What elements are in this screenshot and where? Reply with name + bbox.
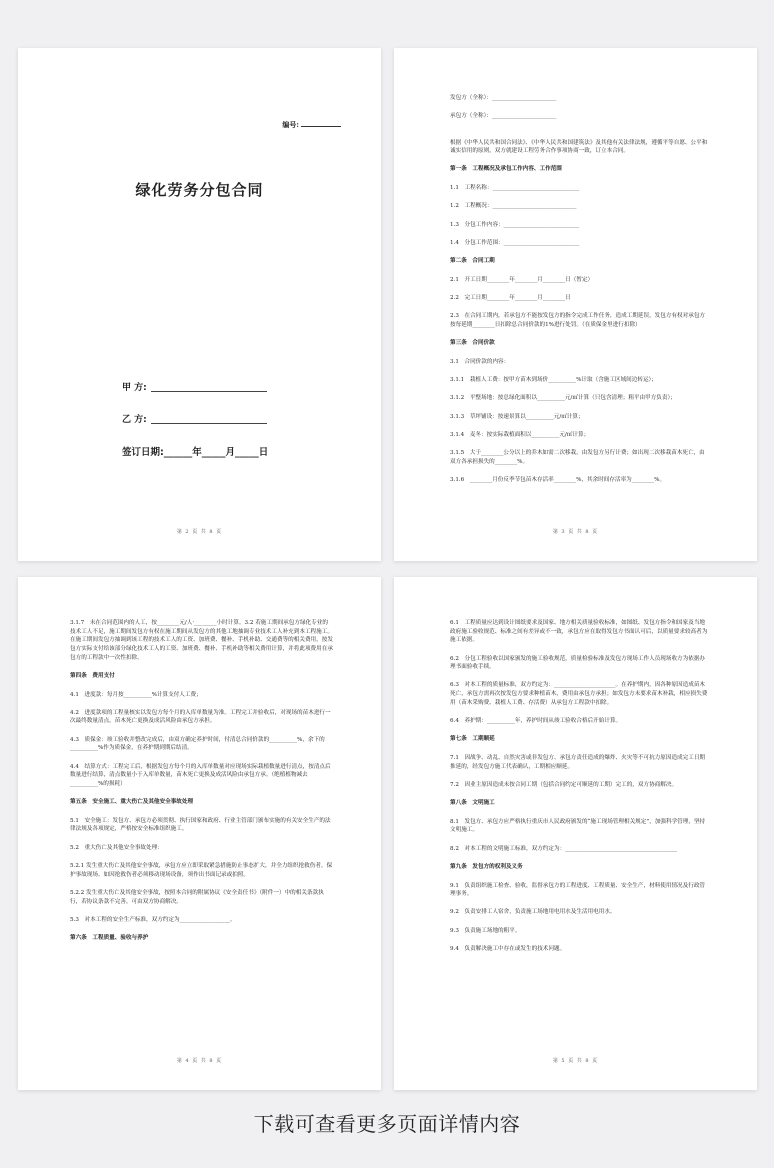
- section-heading: 第一条 工程概况及承包工作内容、工作范围: [450, 166, 562, 173]
- clause-text: 8.1 发包方、承包方应严格执行重庆市人民政府颁发的“施工现场管理相关规定”，加强科学管理，坚持文明施工。: [450, 818, 706, 834]
- clause-text: 3.1.7 未在合同范围内的人工，按________元/人·________小时计算。3.2 若施工期间承包方绿化专业的技术工人不足，施工期间发包方有权在施工期间从发包方的其他工地抽调专业技术工人补充到本工程施工。在施工期间发包方抽调到该工程的技术工人的工资、加班费、餐补、手机补助、交通费等的相关费用，按发包方实际支付给该部分绿化技术工人的工资、加班费、餐补、手机补助等相关费用计算，并将此项费用在承包方的工程款中一次性扣除。: [70, 620, 333, 661]
- clause-text: 7.1 因战争、动乱、自然灾害或非发包方、承包方责任造成的爆炸、火灾等不可抗力原因造成完工日期推延的，经发包方施工代表确认，工期相应顺延。: [450, 754, 706, 770]
- clause-text: 1.2 工程概况：______________________________: [450, 203, 577, 210]
- section-heading: 第八条 文明施工: [450, 800, 495, 807]
- page-number: 第 4 页 共 8 页: [176, 1058, 223, 1064]
- clause-text: 3.1.2 平整场地：按总绿化面积以__________元/㎡计算（只包含清理；粗平由甲方负责）；: [450, 395, 676, 402]
- download-caption: 下载可查看更多页面详情内容: [253, 1112, 521, 1136]
- party-b-blank: [151, 423, 267, 424]
- clause-text: 7.2 因业主原因造成未按合同工期（包括合同约定可顺延的工期）完工的，双方协商解决。: [450, 781, 678, 788]
- page-number: 第 3 页 共 8 页: [552, 529, 599, 535]
- contract-page-4: [18, 577, 381, 1090]
- party-a-blank: [151, 391, 267, 392]
- clause-text: 9.2 负责安排工人宿舍，负责施工场地用电用水及生活用电用水。: [450, 909, 616, 916]
- clause-text: 5.2.1 发生重大伤亡及其他安全事故，承包方应立即采取紧急措施防止事态扩大，并全力组织抢救伤者，保护事故现场。如因抢救伤者必须移动现场设备，须作出书面记录或拍照。: [70, 862, 333, 878]
- clause-text: 6.1 工程质量应达到设计图纸要求及国家、地方相关质量验收标准，如图纸、发包方指令和国家及当地政府施工验收规范、标准之间有差异或不一致，承包方应在取得发包方书面认可后，以质量要求较高者为施工依据。: [450, 620, 708, 644]
- party-b-label: 乙 方:: [122, 415, 147, 425]
- clause-text: 9.4 负责解决施工中存在或发生的技术问题。: [450, 945, 566, 952]
- clause-text: 3.1.5 大于________公分以上的乔木如需二次移栽，由发包方另行计费；如出现二次移栽苗木死亡，由双方各承担损失的________%。: [450, 450, 705, 465]
- clause-text: 1.1 工程名称：_______________________________: [450, 185, 580, 192]
- clause-text: 发包方（全称）：_______________________: [450, 95, 557, 101]
- contract-page-5: [394, 577, 757, 1090]
- page-number: 第 2 页 共 8 页: [176, 529, 223, 535]
- party-a-field: [122, 380, 267, 393]
- clause-text: 2.3 在合同工期内，若承包方不能按发包方的指令完成工作任务，造成工期延误，发包方有权对承包方按每延期________日扣除总合同价款的1%进行处罚。（在质保金里进行扣除）: [450, 313, 706, 328]
- section-heading: 第三条 合同价款: [450, 340, 495, 347]
- page-number: 第 5 页 共 8 页: [552, 1058, 599, 1064]
- section-heading: 第五条 安全施工、重大伤亡及其他安全事故处理: [70, 799, 194, 806]
- clause-text: 4.2 进度款项的工程量核实以发包方每个月的入库单数量为准。工程完工并验收后，对现场的苗木进行一次最终数量清点，苗木死亡更换及成活风险由承包方承担。: [70, 709, 331, 725]
- section-heading: 第九条 发包方的权利及义务: [450, 863, 523, 870]
- clause-text: 5.2 重大伤亡及其他安全事故处理：: [70, 844, 163, 851]
- page-body: [450, 619, 709, 963]
- clause-text: 5.2.2 发生重大伤亡及其他安全事故，按照本合同的附属协议《安全责任书》（附件一）中的相关条款执行，若协议条款不完善，可由双方协商解决。: [70, 889, 324, 905]
- clause-text: 1.4 分包工作范围：___________________________: [450, 239, 580, 246]
- section-heading: 第六条 工程质量、验收与养护: [70, 935, 149, 942]
- contract-cover-page: [18, 48, 381, 561]
- clause-text: 6.2 分包工程验收以国家颁发的施工验收规范，质量检验标准及发包方现场工作人员现场收方为依据办理书面验收手续。: [450, 655, 706, 671]
- clause-text: 4.4 结算方式：工程完工后，根据发包方每个月的入库单数量对应现场实际栽植数量进行清点，按清点后数量进行结算，清点数量小于入库单数量，苗木死亡更换及成活风险由承包方承。（绝植植物减去__________%的损耗）: [70, 763, 331, 787]
- contract-title: 绿化劳务分包合同: [135, 181, 264, 199]
- serial-number-field: [282, 120, 341, 130]
- section-heading: 第二条 合同工期: [450, 258, 495, 265]
- clause-text: 3.1 合同价款的内容：: [450, 358, 510, 365]
- clause-text: 3.1.4 麦冬：按实际栽植面积以__________元/㎡计算；: [450, 431, 590, 438]
- serial-label: 编号:: [282, 120, 299, 129]
- section-heading: 第四条 费用支付: [70, 672, 115, 679]
- clause-text: 3.1.3 草坪铺设：按速景算以__________元/㎡计算；: [450, 413, 584, 420]
- section-heading: 第七条 工期顺延: [450, 736, 495, 743]
- clause-text: 6.4 养护期：__________年，养护时间从竣工验收合格后开始计算。: [450, 718, 622, 725]
- clause-text: 2.1 开工日期________年________月________日（暂定）: [450, 276, 594, 283]
- page-body: [450, 94, 709, 494]
- clause-text: 9.3 负责施工场地的粗平。: [450, 927, 521, 934]
- spacer: [450, 131, 709, 139]
- clause-text: 1.3 分包工作内容：___________________________: [450, 221, 580, 228]
- clause-text: 5.3 对本工程的安全生产标准，双方约定为__________________。: [70, 916, 236, 923]
- clause-text: 8.2 对本工程的文明施工标准，双方约定为：________________________________________: [450, 845, 678, 852]
- party-b-field: [122, 412, 267, 425]
- clause-text: 根据《中华人民共和国合同法》、《中华人民共和国建筑法》及其他有关法律法规，遵循平等自愿、公平和诚实信用的原则，双方就建设工程劳务合作事项协商一致，订立本合同。: [450, 139, 708, 155]
- clause-text: 4.1 进度款：每月按__________%计算支付人工费；: [70, 691, 202, 698]
- sign-date-field: 签订日期:______年_____月_____日: [122, 447, 269, 458]
- page-body: [70, 619, 333, 953]
- clause-text: 承包方（全称）：_______________________: [450, 113, 557, 120]
- clause-text: 4.3 质保金：竣工验收并整改完成后，由双方确定养护时间，付清总合同价款的__________%，余下的__________%作为质保金，在养护期到期后结清。: [70, 736, 325, 752]
- clause-text: 6.3 对本工程的质量标准，双方约定为：______________________。在养护期内，因各种原因造成苗木死亡，承包方需再次按发包方要求种植苗木，费用由承包方承担；如发包方未要求苗木补栽，相应损失费用（苗木采购费、栽植人工费、存活费）从承包方工程款中扣除。: [450, 682, 708, 706]
- serial-blank: [301, 126, 341, 127]
- clause-text: 3.1.6 ________月份反季节包苗木存活率________%，其余时间存活率为________%。: [450, 476, 666, 483]
- clause-text: 5.1 安全施工：发包方、承包方必须贯彻、执行国家和政府、行业主管部门颁布实施的有关安全生产的法律法规及各项规定，严格按安全标准组织施工。: [70, 817, 331, 833]
- clause-text: 3.1.1 栽植人工费：按甲方苗木到场价__________%计取（含施工区域间边转运）；: [450, 377, 657, 384]
- clause-text: 9.1 负责组织施工检查、验收，监督承包方的工程进度、工程质量、安全生产，材料使用情况及行政管理事务。: [450, 882, 706, 898]
- contract-page-3: [394, 48, 757, 561]
- party-a-label: 甲 方:: [122, 383, 147, 393]
- clause-text: 2.2 完工日期________年________月________日: [450, 294, 571, 301]
